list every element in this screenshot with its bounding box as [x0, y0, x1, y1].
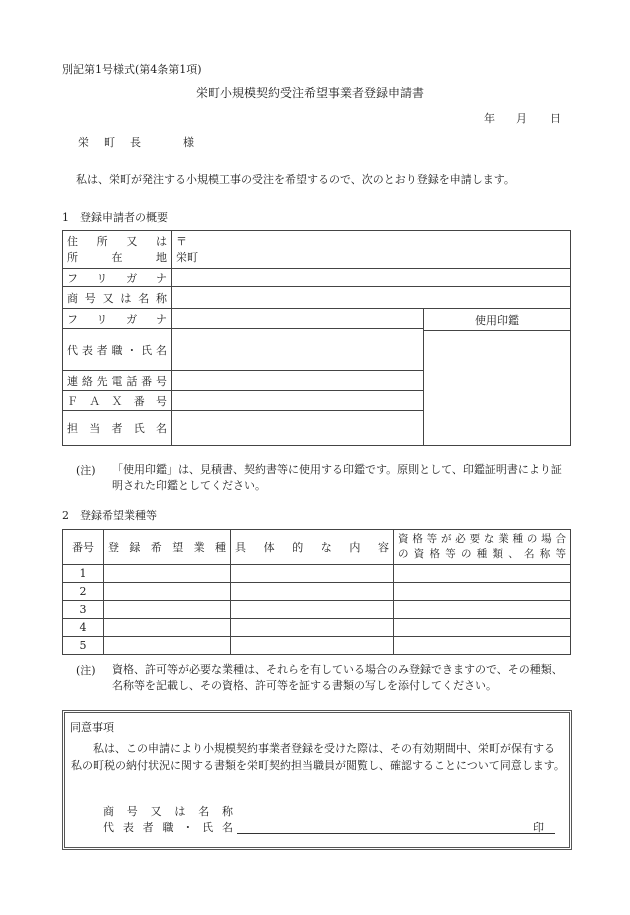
col-detail: 具体的な内容: [231, 530, 394, 565]
row-number: 5: [63, 637, 104, 655]
industry-table: [62, 529, 571, 655]
row-number: 4: [63, 619, 104, 637]
seal-box[interactable]: [424, 331, 571, 446]
consent-body: 私は、この申請により小規模契約事業者登録を受けた際は、その有効期間中、栄町が保有する私の町税の納付状況に関する書類を栄町契約担当職員が閲覧し、確認することについて同意します。: [71, 742, 565, 772]
section1-heading: 1 登録申請者の概要: [62, 211, 168, 224]
table-row: [63, 565, 571, 583]
applicant-table: [62, 230, 571, 446]
industry-cell[interactable]: [104, 601, 231, 619]
detail-cell[interactable]: [231, 619, 394, 637]
row-number: 3: [63, 601, 104, 619]
license-cell[interactable]: [394, 601, 571, 619]
company-name-label: 商号又は名称: [63, 287, 172, 309]
row-number: 1: [63, 565, 104, 583]
consent-company-label: 商号又は名称: [103, 805, 233, 818]
detail-cell[interactable]: [231, 583, 394, 601]
note1-text: 「使用印鑑」は、見積書、契約書等に使用する印鑑です。原則として、印鑑証明書により証明された印鑑としてください。: [112, 463, 562, 492]
col-industry: 登録希望業種: [104, 530, 231, 565]
consent-seal-mark: 印: [533, 821, 544, 834]
form-reference: 別記第1号様式(第4条第1項): [62, 63, 202, 76]
table-row: [63, 583, 571, 601]
address-value: 栄町: [176, 250, 198, 264]
intro-text: 私は、栄町が発注する小規模工事の受注を希望するので、次のとおり登録を申請します。: [76, 173, 515, 186]
detail-cell[interactable]: [231, 637, 394, 655]
industry-cell[interactable]: [104, 583, 231, 601]
note2-prefix: (注): [76, 664, 96, 677]
detail-cell[interactable]: [231, 601, 394, 619]
company-name-field[interactable]: [172, 287, 571, 309]
section2-heading: 2 登録希望業種等: [62, 509, 157, 522]
rep-furigana-label: フリガナ: [63, 309, 172, 329]
postal-mark: 〒: [176, 234, 187, 248]
company-furigana-field[interactable]: [172, 269, 571, 287]
industry-cell[interactable]: [104, 637, 231, 655]
col-license: 資格等が必要な業種の場合 の資格等の種類、名称等: [394, 530, 571, 565]
date-year: 年: [484, 112, 495, 125]
addressee-suffix: 様: [183, 136, 194, 149]
rep-name-label: 代表者職・氏名: [63, 329, 172, 371]
consent-box: [62, 710, 572, 850]
col-number: 番号: [63, 530, 104, 565]
fax-label: ＦＡＸ番号: [63, 391, 172, 411]
address-label: 住所又は 所在地: [63, 231, 172, 269]
license-cell[interactable]: [394, 637, 571, 655]
contact-person-label: 担当者氏名: [63, 411, 172, 446]
contact-person-field[interactable]: [172, 411, 424, 446]
phone-label: 連絡先電話番号: [63, 371, 172, 391]
fax-field[interactable]: [172, 391, 424, 411]
document-title: 栄町小規模契約受注希望事業者登録申請書: [196, 86, 425, 100]
industry-cell[interactable]: [104, 565, 231, 583]
row-number: 2: [63, 583, 104, 601]
phone-field[interactable]: [172, 371, 424, 391]
industry-cell[interactable]: [104, 619, 231, 637]
note2-text: 資格、許可等が必要な業種は、それらを有している場合のみ登録できますので、その種類、名称等を記載し、その資格、許可等を証する書類の写しを添付してください。: [112, 663, 563, 692]
license-cell[interactable]: [394, 583, 571, 601]
consent-rep-label: 代表者職・氏名: [103, 821, 233, 834]
furigana-label: フリガナ: [63, 269, 172, 287]
signature-line[interactable]: [237, 833, 555, 834]
addressee: 栄 町 長: [78, 136, 143, 149]
seal-header: 使用印鑑: [424, 309, 571, 331]
date-day: 日: [550, 112, 561, 125]
table-row: [63, 637, 571, 655]
rep-name-field[interactable]: [172, 329, 424, 371]
date-month: 月: [516, 112, 527, 125]
license-cell[interactable]: [394, 619, 571, 637]
note1-prefix: (注): [76, 464, 96, 477]
detail-cell[interactable]: [231, 565, 394, 583]
rep-furigana-field[interactable]: [172, 309, 424, 329]
table-row: [63, 601, 571, 619]
address-field[interactable]: [172, 231, 571, 269]
license-cell[interactable]: [394, 565, 571, 583]
table-row: [63, 619, 571, 637]
consent-title: 同意事項: [70, 721, 114, 734]
